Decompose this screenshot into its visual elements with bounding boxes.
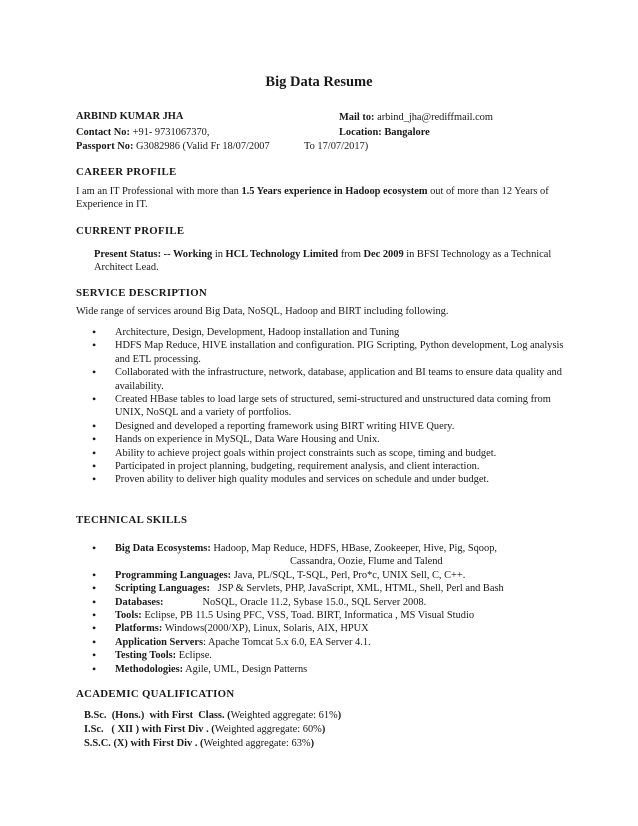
qualification-close: )	[337, 710, 342, 721]
passport-line	[76, 140, 270, 153]
skill-value: Cassandra, Oozie, Flume and Talend	[290, 556, 443, 568]
skill-label: Big Data Ecosystems:	[115, 543, 211, 554]
skill-label: Application Servers	[115, 636, 204, 648]
skill-value: Java, PL/SQL, T-SQL, Perl, Pro*c, UNIX Sell, C, C++.	[231, 569, 466, 581]
location-line	[339, 126, 430, 139]
skill-value: Hadoop, Map Reduce, HDFS, HBase, Zookeeper, Hive, Pig, Sqoop,	[210, 543, 497, 554]
academic-row	[84, 723, 325, 736]
skill-label: Scripting Languages:	[115, 583, 210, 595]
section-service-description: SERVICE DESCRIPTION	[76, 287, 208, 299]
passport-validity-end: To 17/07/2017)	[304, 141, 369, 152]
contact-value: +91- 9731067370,	[132, 127, 210, 138]
qualification-label: S.S.C. (X) with First Div . (	[84, 738, 204, 749]
location-label: Location:	[339, 127, 382, 138]
skill-value: Windows(2000/XP), Linux, Solaris, AIX, HPUX	[162, 623, 369, 635]
section-career-profile: CAREER PROFILE	[76, 166, 177, 178]
skill-label: Programming Languages:	[115, 569, 232, 581]
status-label: Present Status: -- Working	[94, 249, 213, 260]
academic-row	[84, 709, 341, 722]
skill-value: Eclipse.	[176, 650, 212, 662]
skill-label: Databases:	[115, 596, 164, 608]
list-item: • Architecture, Design, Development, Hadoop installation and Tuning	[0, 326, 565, 339]
mail-value: arbind_jha@rediffmail.com	[377, 112, 493, 123]
list-item: • HDFS Map Reduce, HIVE installation and configuration. PIG Scripting, Python development, Log analysis and ETL processing.	[0, 339, 565, 366]
status-text: in	[212, 249, 226, 260]
passport-value: G3082986 (Valid Fr 18/07/2007	[136, 141, 270, 152]
career-text-highlight: 1.5 Years experience in Hadoop ecosystem	[241, 186, 428, 197]
skill-value: JSP & Servlets, PHP, JavaScript, XML, HTML, Shell, Perl and Bash	[209, 583, 504, 595]
list-item	[0, 596, 575, 609]
list-item: • Collaborated with the infrastructure, network, database, application and BI teams to ensure data quality and availability.	[0, 366, 565, 393]
section-technical-skills: TECHNICAL SKILLS	[76, 514, 188, 526]
qualification-close: )	[310, 738, 315, 749]
qualification-close: )	[321, 724, 326, 735]
career-text-part: I am an IT Professional with more than	[76, 186, 242, 197]
skill-value: Agile, UML, Design Patterns	[183, 663, 308, 675]
start-date: Dec 2009	[363, 249, 404, 260]
passport-label: Passport No:	[76, 141, 134, 152]
current-status	[94, 248, 564, 275]
list-item	[0, 663, 575, 676]
company-name: HCL Technology Limited	[225, 249, 339, 260]
mail-label: Mail to:	[339, 112, 375, 123]
status-text: from	[338, 249, 364, 260]
list-item	[0, 542, 575, 569]
skill-value: Eclipse, PB 11.5 Using PFC, VSS, Toad. BIRT, Informatica , MS Visual Studio	[141, 610, 475, 622]
list-item	[0, 649, 575, 662]
career-profile-text	[76, 185, 566, 212]
list-item	[0, 609, 575, 622]
location-value: Bangalore	[384, 127, 430, 138]
skill-value: NoSQL, Oracle 11.2, Sybase 15.0., SQL Server 2008.	[163, 596, 427, 608]
candidate-name: ARBIND KUMAR JHA	[76, 111, 184, 122]
list-item	[0, 569, 575, 582]
section-academic-qualification: ACADEMIC QUALIFICATION	[76, 688, 235, 700]
qualification-label: I.Sc. ( XII ) with First Div . (	[84, 724, 215, 735]
list-item: • Participated in project planning, budgeting, requirement analysis, and client interaction.	[0, 460, 565, 473]
section-current-profile: CURRENT PROFILE	[76, 225, 185, 237]
contact-line	[76, 126, 209, 139]
career-text-part: out of more than 12 Years of Experience in IT.	[76, 186, 549, 211]
list-item: • Ability to achieve project goals within project constraints such as scope, timing and budget.	[0, 447, 565, 460]
skill-label: Tools:	[115, 610, 142, 622]
list-item	[0, 582, 575, 595]
list-item: • Created HBase tables to load large sets of structured, semi-structured and unstructured data coming from UNIX, NoSQL and a variety of portfolios.	[0, 393, 565, 420]
status-text: in BFSI Technology as a Technical Architect Lead.	[94, 249, 552, 274]
skill-label: Testing Tools:	[115, 650, 177, 662]
list-item	[0, 622, 575, 635]
qualification-score: Weighted aggregate: 63%	[203, 738, 311, 749]
page-title: Big Data Resume	[265, 74, 373, 90]
list-item: • Designed and developed a reporting framework using BIRT writing HIVE Query.	[0, 420, 565, 433]
service-intro: Wide range of services around Big Data, NoSQL, Hadoop and BIRT including following.	[76, 306, 449, 317]
skills-list	[0, 542, 575, 676]
list-item: • Hands on experience in MySQL, Data Ware Housing and Unix.	[0, 433, 565, 446]
qualification-score: Weighted aggregate: 61%	[230, 710, 338, 721]
skill-label: Methodologies:	[115, 663, 184, 675]
academic-row	[84, 737, 314, 750]
skill-label: Platforms:	[115, 623, 163, 635]
service-list	[0, 326, 565, 487]
list-item: • Proven ability to deliver high quality modules and services on schedule and under budget.	[0, 473, 565, 486]
list-item	[0, 636, 575, 649]
skill-value: : Apache Tomcat 5.x 6.0, EA Server 4.1.	[203, 636, 371, 648]
qualification-score: Weighted aggregate: 60%	[214, 724, 322, 735]
qualification-label: B.Sc. (Hons.) with First Class. (	[84, 710, 231, 721]
contact-label: Contact No:	[76, 127, 130, 138]
mail-line	[339, 111, 493, 124]
